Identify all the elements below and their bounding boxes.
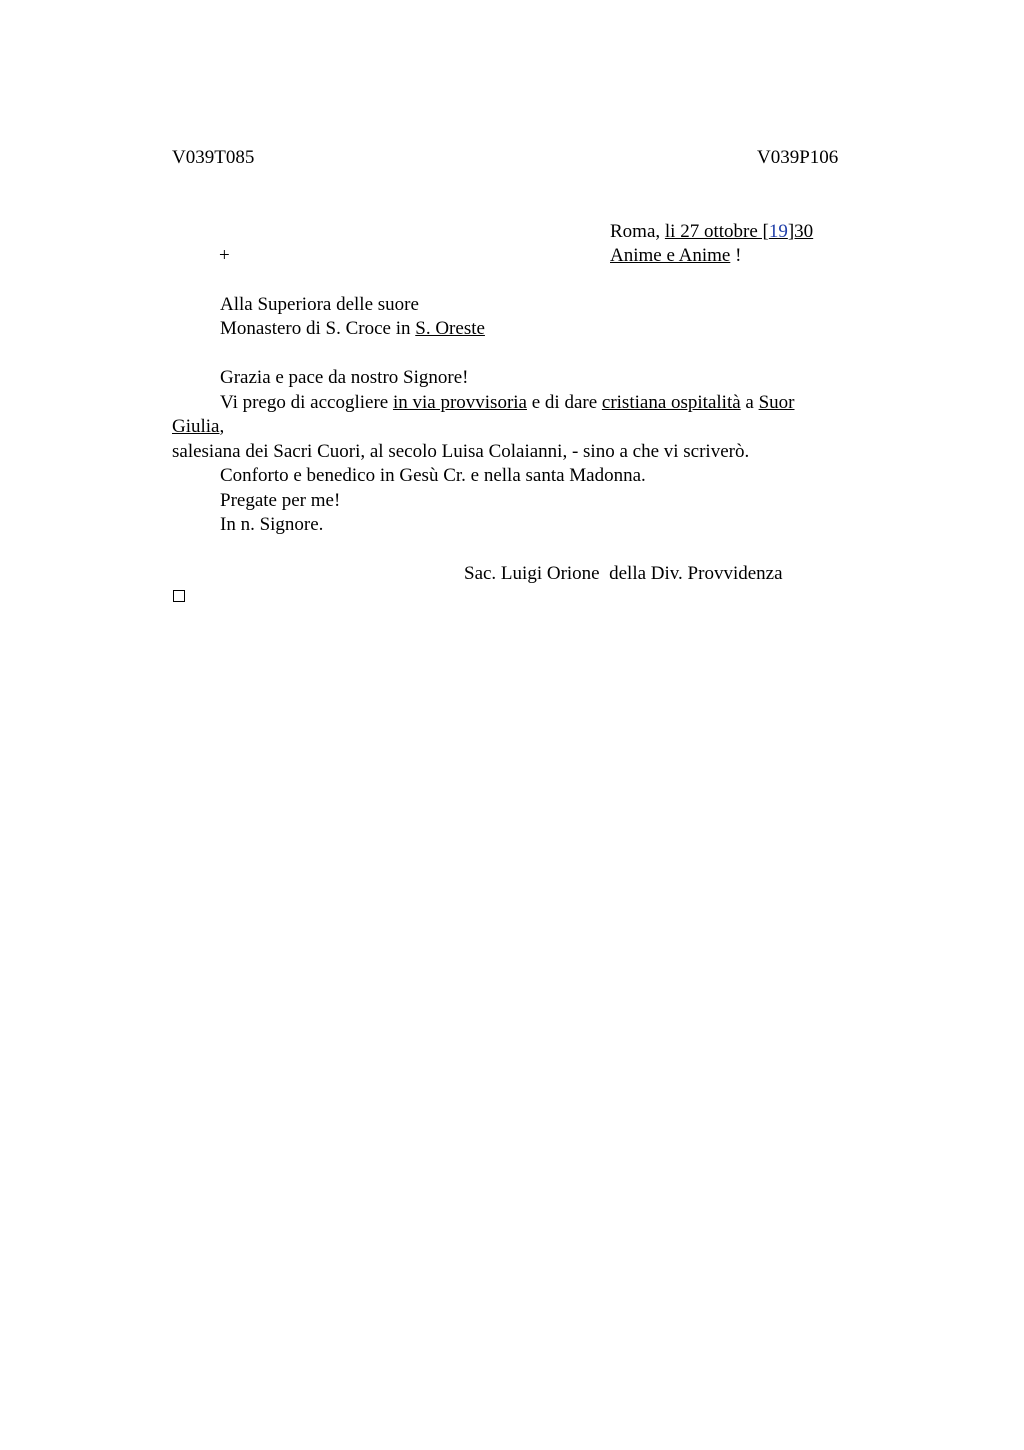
p1-underline-suor: Suor [758,392,795,413]
p1-comma: , [219,416,225,437]
dateline [610,220,813,244]
address-place: S. Oreste [415,318,485,339]
paragraph-4: In n. Signore. [220,514,324,535]
paragraph-2: Conforto e benedico in Gesù Cr. e nella santa Madonna. [220,465,646,486]
paragraph-1-line-3: salesiana dei Sacri Cuori, al secolo Luisa Colaianni, - sino a che vi scriverò. [172,441,750,462]
p1-text-c: e di dare [526,392,602,413]
motto-end: ! [730,245,742,266]
address-line-2-prefix: Monastero di S. Croce in [220,318,416,339]
dateline-date-suffix: ]30 [787,221,814,242]
header-left-code: V039T085 [172,147,255,168]
dateline-date-prefix: li 27 ottobre [ [664,221,769,242]
dateline-date [665,221,813,242]
p1-underline-giulia: Giulia [172,416,220,437]
motto-text: Anime e Anime [610,245,731,266]
p1-text-e: a [740,392,759,413]
cross-mark: + [219,245,230,266]
address-line-1: Alla Superiora delle suore [220,294,419,315]
dateline-place: Roma, [610,221,665,242]
signature: Sac. Luigi Orione della Div. Provvidenza [464,563,783,584]
motto [610,244,741,268]
paragraph-1-line-2 [172,415,224,439]
dateline-date-year: 19 [768,221,788,242]
p1-underline-provvisoria: in via provvisoria [392,392,527,413]
header-right-code: V039P106 [757,147,839,168]
paragraph-3: Pregate per me! [220,490,341,511]
checkbox-square-icon [173,590,185,602]
address-line-2 [220,317,485,341]
greeting: Grazia e pace da nostro Signore! [220,367,469,388]
p1-text-a: Vi prego di accogliere [220,392,393,413]
paragraph-1-line-1 [220,391,795,415]
p1-underline-ospitalita: cristiana ospitalità [601,392,741,413]
